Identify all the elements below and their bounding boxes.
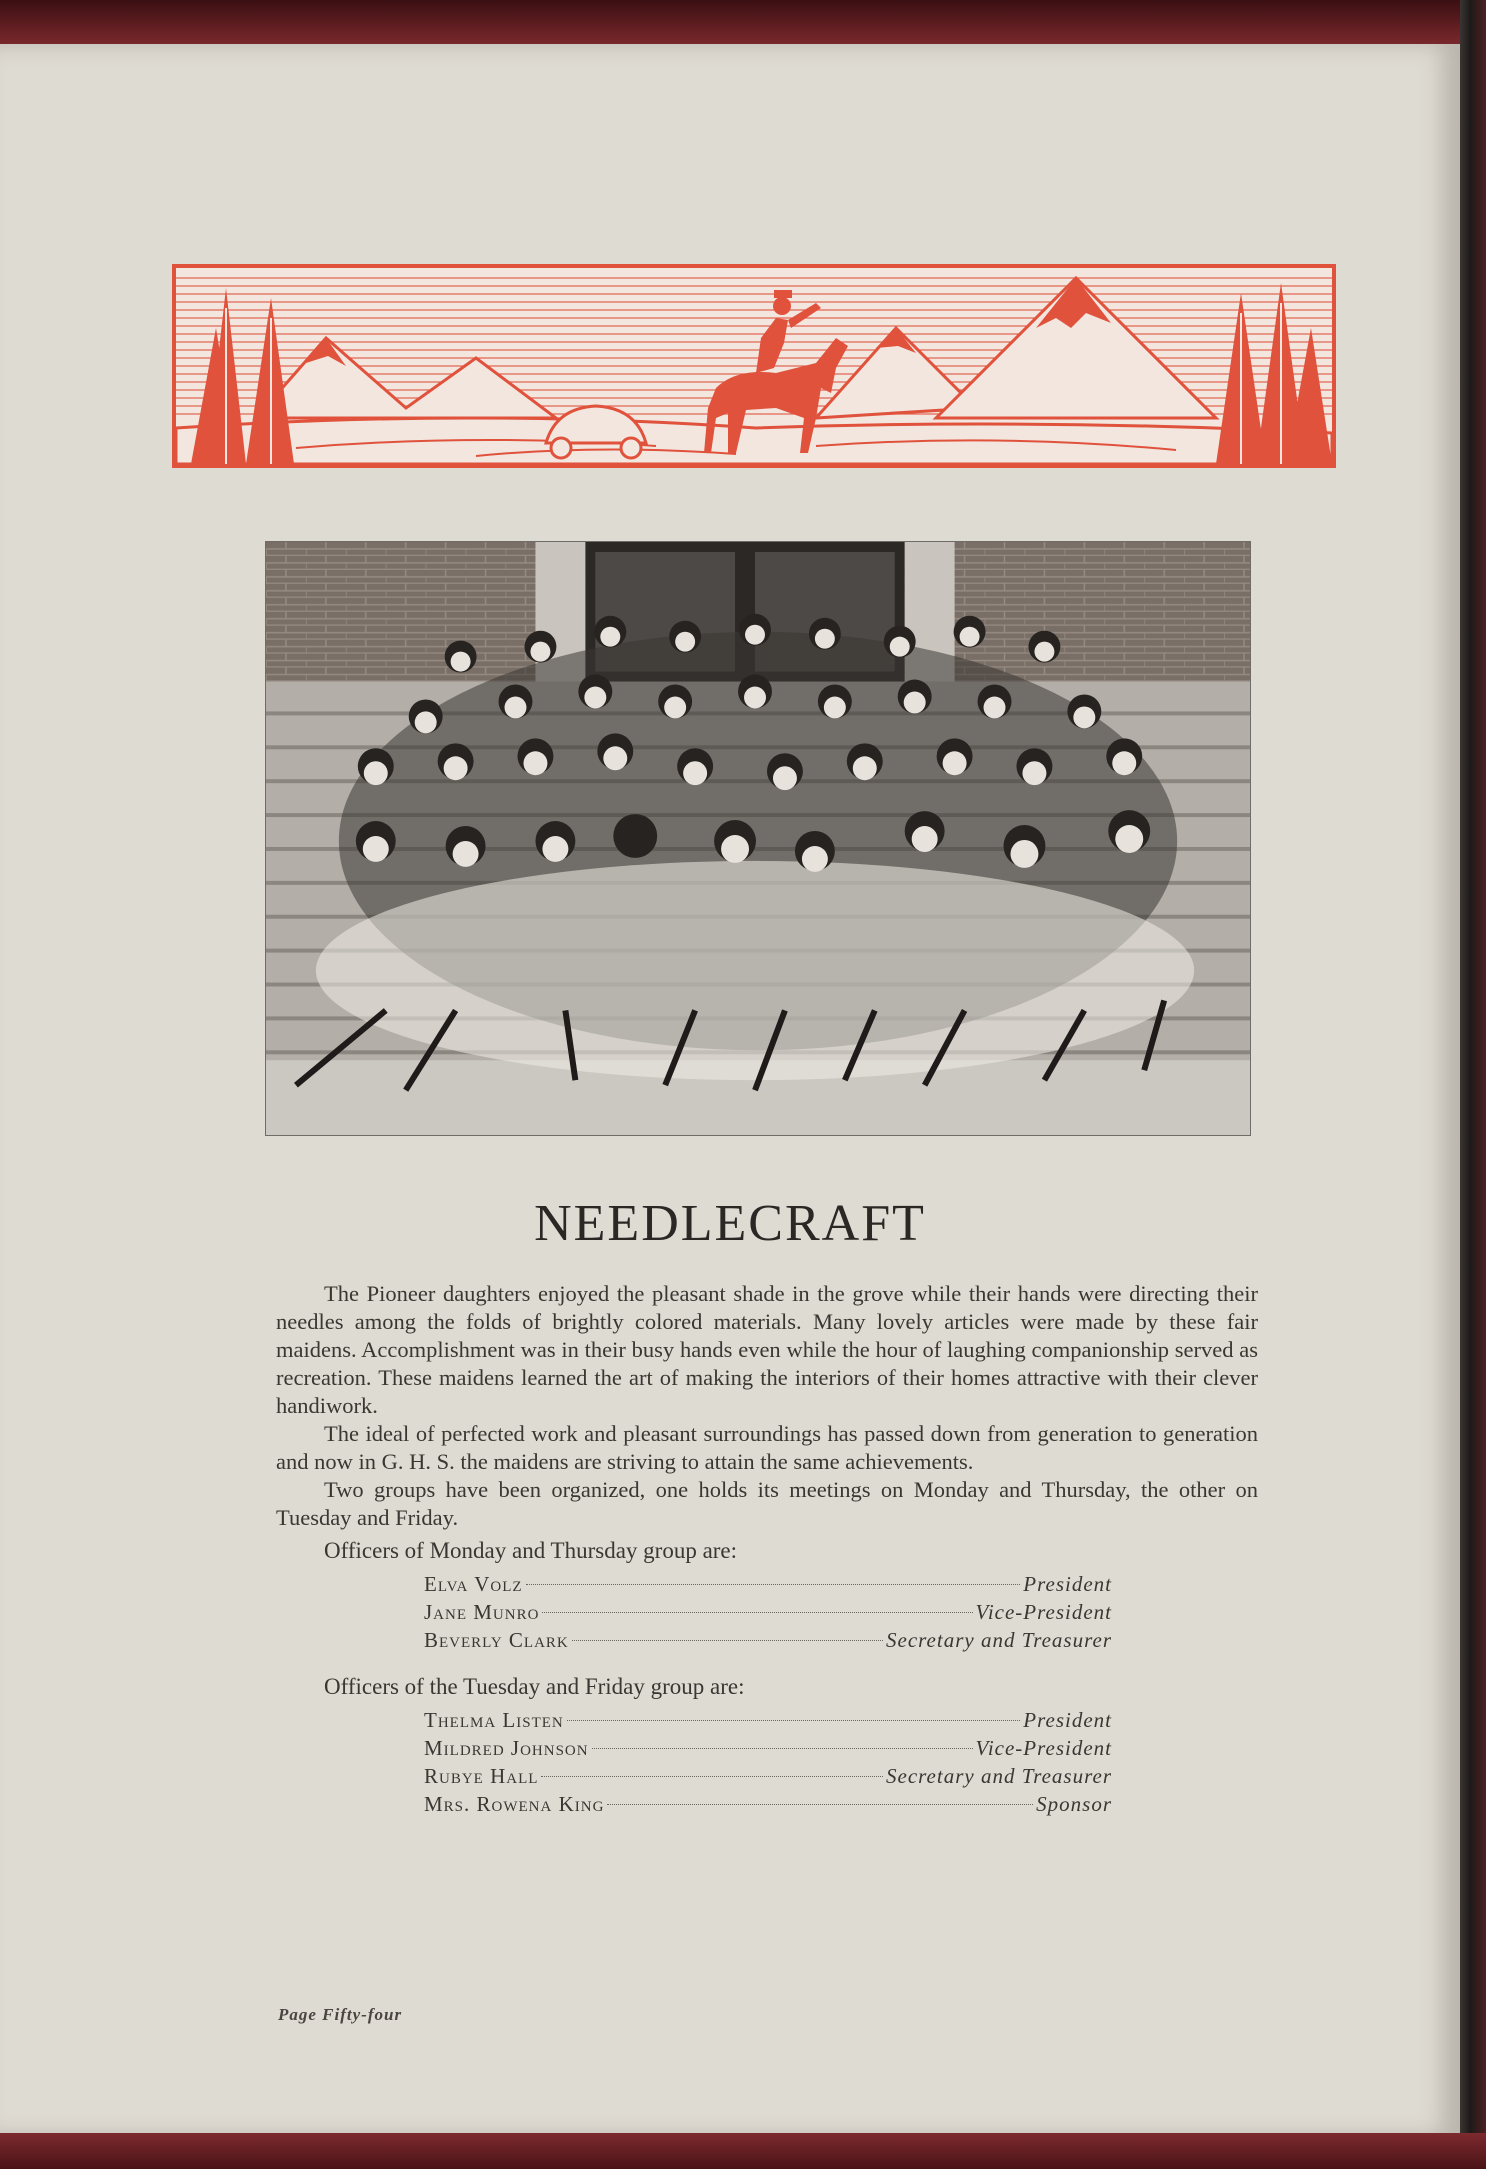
page-title: NEEDLECRAFT [534,1195,926,1252]
officer-name: Jane Munro [424,1600,540,1624]
officer-row [424,1764,1112,1792]
officer-name: Rubye Hall [424,1764,539,1788]
group-photograph [265,541,1251,1136]
officer-row [424,1736,1112,1764]
group1-officer-list [424,1572,1112,1656]
article-body [276,1280,1258,1532]
officer-role: Vice-President [975,1736,1112,1760]
officer-role: President [1023,1572,1112,1596]
officer-name: Beverly Clark [424,1628,569,1652]
page-number: Page Fifty-four [278,2005,403,2024]
paragraph: Two groups have been organized, one holds its meetings on Monday and Thursday, the other on Tuesday and Friday. [276,1477,1258,1530]
book-spine [1460,0,1486,2169]
dot-leader [542,1612,972,1613]
pioneer-scene-banner [172,264,1336,468]
officer-role: Vice-President [975,1600,1112,1624]
book-cover-bottom [0,2133,1486,2169]
group2-heading: Officers of the Tuesday and Friday group are: [324,1674,745,1699]
officer-role: Sponsor [1036,1792,1112,1816]
officer-name: Mrs. Rowena King [424,1792,605,1816]
dot-leader [607,1804,1033,1805]
officer-row [424,1792,1112,1820]
officer-row [424,1628,1112,1656]
officer-name: Thelma Listen [424,1708,564,1732]
dot-leader [592,1748,973,1749]
officer-role: Secretary and Treasurer [886,1764,1112,1788]
dot-leader [526,1584,1021,1585]
dot-leader [572,1640,883,1641]
officer-role: President [1023,1708,1112,1732]
officer-row [424,1600,1112,1628]
paragraph: The Pioneer daughters enjoyed the pleasant shade in the grove while their hands were directing their needles among the folds of brightly colored materials. Many lovely articles were made by these fair maidens. Accomplishment was in their busy hands even while the hour of laughing companionship served as recreation. These maidens learned the art of making the interiors of their homes attractive with their clever handiwork. [276,1281,1258,1418]
paragraph: The ideal of perfected work and pleasant surroundings has passed down from generation to generation and now in G. H. S. the maidens are striving to attain the same achievements. [276,1421,1258,1474]
dot-leader [567,1720,1021,1721]
officer-name: Elva Volz [424,1572,523,1596]
book-cover-top [0,0,1486,48]
officer-row [424,1572,1112,1600]
officer-name: Mildred Johnson [424,1736,589,1760]
officer-role: Secretary and Treasurer [886,1628,1112,1652]
group2-officer-list [424,1708,1112,1820]
yearbook-page [0,44,1460,2136]
officer-row [424,1708,1112,1736]
dot-leader [541,1776,883,1777]
group1-heading: Officers of Monday and Thursday group are: [324,1538,738,1563]
